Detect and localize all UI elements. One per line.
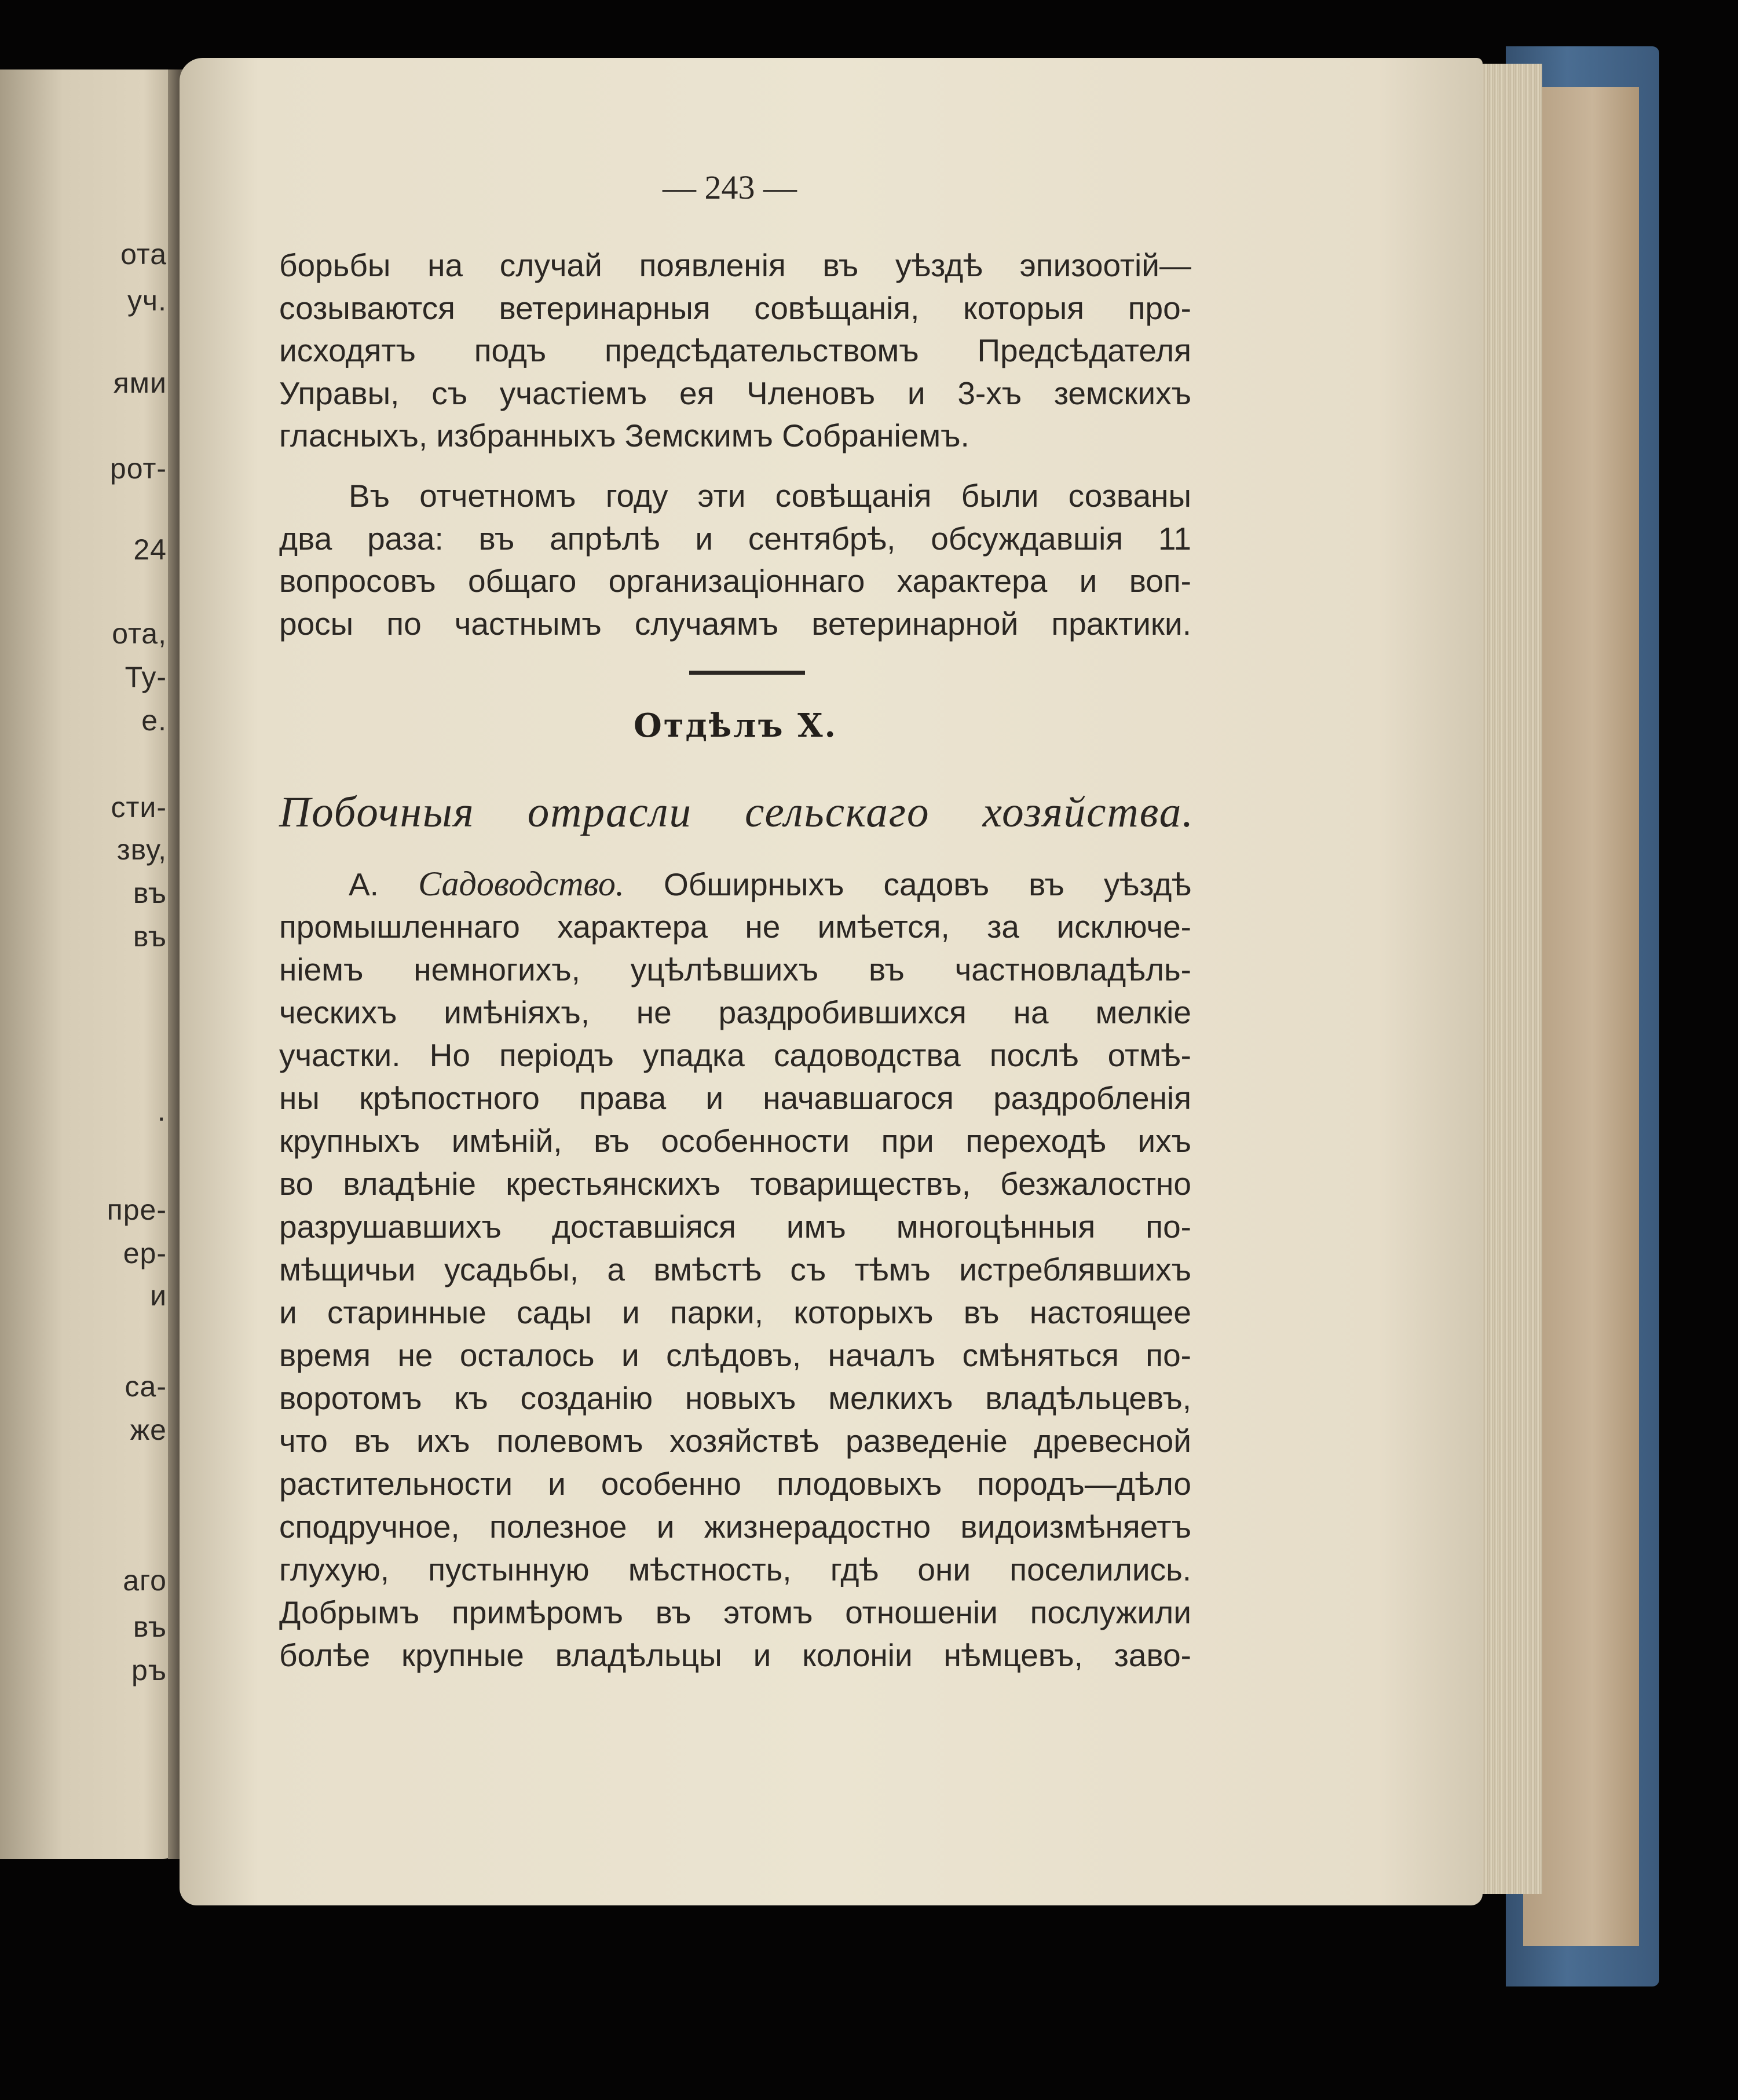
text-line: растительности и особенно плодовыхъ породъ—дѣло	[279, 1466, 1191, 1502]
left-fragment: въ	[133, 1611, 167, 1643]
left-fragment: въ	[133, 920, 167, 953]
text-line: росы по частнымъ случаямъ ветеринарной практики.	[279, 606, 1191, 642]
text-line: созываются ветеринарныя совѣщанія, которыя про-	[279, 290, 1191, 326]
text-line: два раза: въ апрѣлѣ и сентябрѣ, обсуждавшія 11	[279, 521, 1191, 557]
left-fragment: уч.	[127, 284, 167, 317]
text-line: время не осталось и слѣдовъ, началъ смѣняться по-	[279, 1337, 1191, 1373]
left-fragment: Ту-	[125, 661, 167, 693]
left-fragment: зву,	[116, 833, 167, 866]
text-line: болѣе крупные владѣльцы и колоніи нѣмцевъ, заво-	[279, 1637, 1191, 1673]
text-line: крупныхъ имѣній, въ особенности при переходѣ ихъ	[279, 1123, 1191, 1159]
text-line: разрушавшихъ доставшіяся имъ многоцѣнныя по-	[279, 1209, 1191, 1245]
text-line: участки. Но періодъ упадка садоводства послѣ отмѣ-	[279, 1037, 1191, 1073]
text-line: Въ отчетномъ году эти совѣщанія были созваны	[349, 478, 1191, 514]
left-fragment: е.	[141, 704, 167, 737]
text-line: вопросовъ общаго организаціоннаго характера и воп-	[279, 563, 1191, 599]
text-line: и старинные сады и парки, которыхъ въ настоящее	[279, 1294, 1191, 1330]
left-fragment: же	[130, 1414, 167, 1446]
left-fragment: и	[150, 1279, 167, 1312]
text-line: ніемъ немногихъ, уцѣлѣвшихъ въ частновладѣль-	[279, 952, 1191, 987]
text-line: ны крѣпостного права и начавшагося раздробленія	[279, 1080, 1191, 1116]
section-heading: Отдѣлъ X.	[633, 707, 838, 745]
left-fragment: ями	[113, 367, 167, 399]
text-line: борьбы на случай появленія въ уѣздѣ эпизоотій—	[279, 247, 1191, 283]
left-page	[0, 69, 180, 1859]
left-fragment: ·	[156, 1101, 167, 1133]
text-line: исходятъ подъ предсѣдательствомъ Предсѣдателя	[279, 332, 1191, 368]
section-divider	[689, 671, 805, 675]
text-line: Управы, съ участіемъ ея Членовъ и 3-хъ земскихъ	[279, 375, 1191, 411]
left-fragment: ота	[120, 238, 167, 270]
text-line-first	[349, 863, 1191, 905]
text-line: глухую, пустынную мѣстность, гдѣ они поселились.	[279, 1552, 1191, 1587]
text-line: во владѣніе крестьянскихъ товариществъ, безжалостно	[279, 1166, 1191, 1202]
text-line: воротомъ къ созданію новыхъ мелкихъ владѣльцевъ,	[279, 1380, 1191, 1416]
page-number: — 243 —	[663, 169, 797, 206]
left-fragment: ер-	[123, 1237, 167, 1269]
left-fragment: пре-	[107, 1194, 167, 1226]
text-line: промышленнаго характера не имѣется, за исключе-	[279, 909, 1191, 945]
subsection-title: Садоводство.	[418, 865, 624, 903]
text-line: что въ ихъ полевомъ хозяйствѣ разведеніе древесной	[279, 1423, 1191, 1459]
left-fragment: ота,	[112, 617, 167, 650]
section-title: Побочныя отрасли сельскаго хозяйства.	[279, 788, 1194, 836]
text-line: гласныхъ, избранныхъ Земскимъ Собраніемъ.	[279, 418, 969, 453]
text-line: ческихъ имѣніяхъ, не раздробившихся на мелкіе	[279, 994, 1191, 1030]
text-fragment: Обширныхъ садовъ въ уѣздѣ	[663, 866, 1191, 902]
left-fragment: въ	[133, 877, 167, 909]
left-fragment: ръ	[131, 1654, 167, 1686]
text-line: сподручное, полезное и жизнерадостно видоизмѣняетъ	[279, 1509, 1191, 1545]
left-fragment: са-	[125, 1370, 167, 1403]
left-fragment: аго	[123, 1564, 167, 1597]
text-line: Добрымъ примѣромъ въ этомъ отношеніи послужили	[279, 1594, 1191, 1630]
paragraph-lead: А.	[349, 866, 379, 902]
left-fragment: сти-	[111, 791, 167, 824]
left-fragment: рот-	[109, 452, 167, 485]
left-fragment: 24	[133, 533, 167, 566]
text-line: мѣщичьи усадьбы, а вмѣстѣ съ тѣмъ истреблявшихъ	[279, 1252, 1191, 1287]
